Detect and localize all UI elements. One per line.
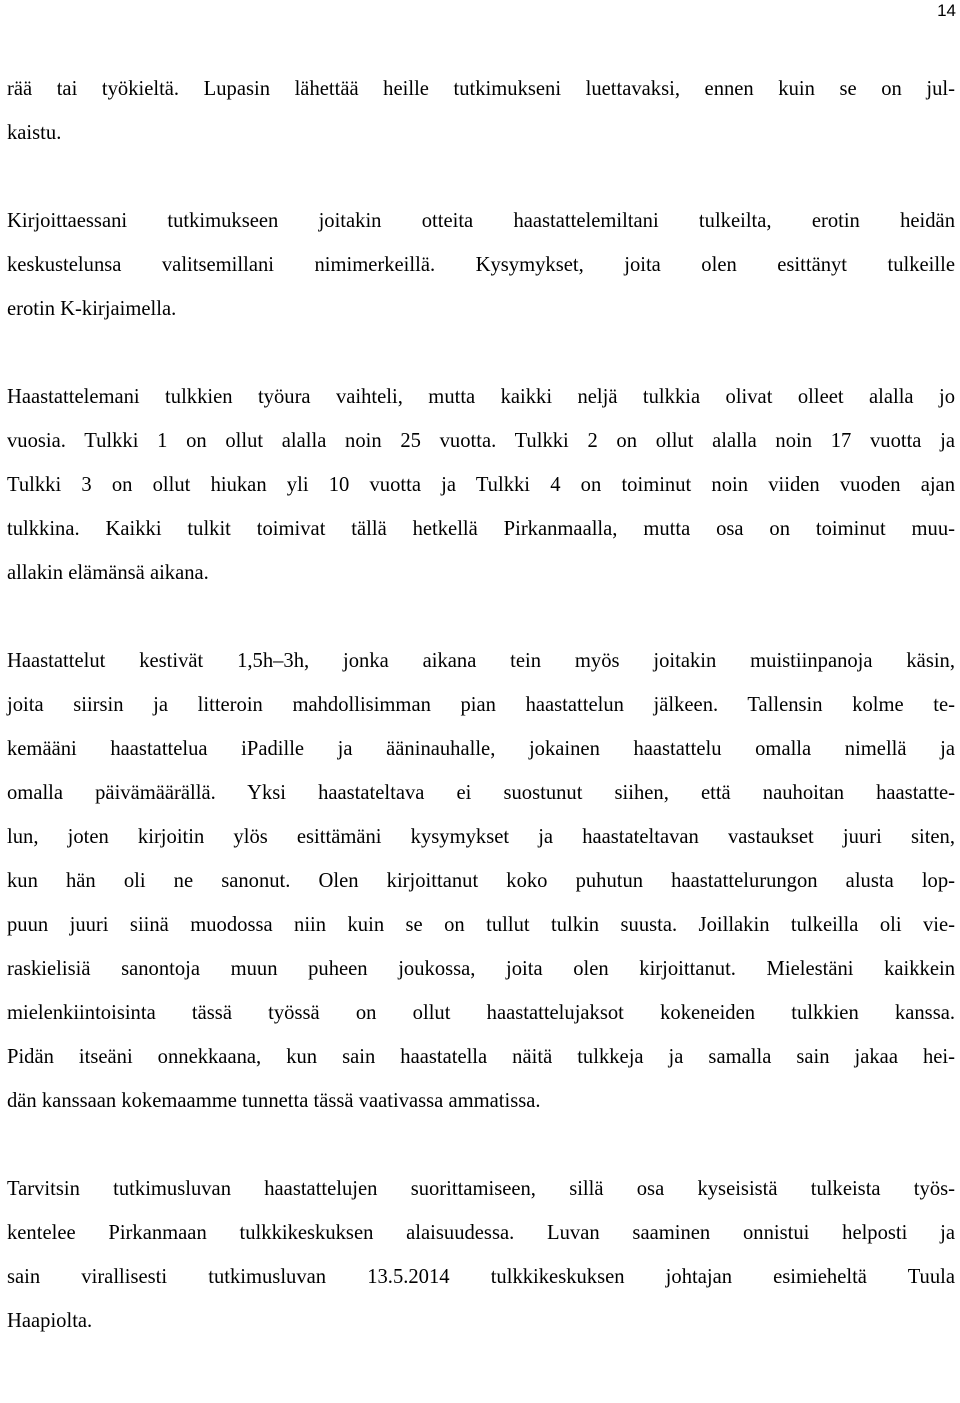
text-line: allakin elämänsä aikana. [7,562,209,584]
text-line: kaistu. [7,122,62,144]
paragraph-4 [7,639,955,1123]
text-line: rää tai työkieltä. Lupasin lähettää heille tutkimukseni luettavaksi, ennen kuin se on jul- [7,78,955,100]
body-text [7,67,955,1343]
text-line: Haastattelemani tulkkien työura vaihteli, mutta kaikki neljä tulkkia olivat olleet alalla jo [7,386,955,408]
text-line: Pidän itseäni onnekkaana, kun sain haastatella näitä tulkkeja ja samalla sain jakaa hei- [7,1046,955,1068]
text-line: dän kanssaan kokemaamme tunnetta tässä vaativassa ammatissa. [7,1090,541,1112]
text-line: mielenkiintoisinta tässä työssä on ollut haastattelujaksot kokeneiden tulkkien kanssa. [7,1002,955,1024]
text-line: Haastattelut kestivät 1,5h–3h, jonka aikana tein myös joitakin muistiinpanoja käsin, [7,650,955,672]
text-line: sain virallisesti tutkimusluvan 13.5.2014 tulkkikeskuksen johtajan esimieheltä Tuula [7,1266,955,1288]
text-line: omalla päivämäärällä. Yksi haastateltava ei suostunut siihen, että nauhoitan haastatte- [7,782,955,804]
paragraph-3 [7,375,955,595]
text-line: lun, joten kirjoitin ylös esittämäni kysymykset ja haastateltavan vastaukset juuri siten, [7,826,955,848]
page-number: 14 [937,1,956,20]
text-line: Tarvitsin tutkimusluvan haastattelujen suorittamiseen, sillä osa kyseisistä tulkeista työs- [7,1178,955,1200]
text-line: joita siirsin ja litteroin mahdollisimman pian haastattelun jälkeen. Tallensin kolme te- [7,694,955,716]
text-line: kentelee Pirkanmaan tulkkikeskuksen alaisuudessa. Luvan saaminen onnistui helposti ja [7,1222,955,1244]
text-line: Haapiolta. [7,1310,93,1332]
paragraph-5 [7,1167,955,1343]
text-line: kun hän oli ne sanonut. Olen kirjoittanut koko puhutun haastattelurungon alusta lop- [7,870,955,892]
text-line: raskielisiä sanontoja muun puheen joukossa, joita olen kirjoittanut. Mielestäni kaikkein [7,958,955,980]
text-line: puun juuri siinä muodossa niin kuin se on tullut tulkin suusta. Joillakin tulkeilla oli vie- [7,914,955,936]
text-line: tulkkina. Kaikki tulkit toimivat tällä hetkellä Pirkanmaalla, mutta osa on toiminut muu- [7,518,955,540]
text-line: Kirjoittaessani tutkimukseen joitakin otteita haastattelemiltani tulkeilta, erotin heidän [7,210,955,232]
paragraph-2 [7,199,955,331]
text-line: vuosia. Tulkki 1 on ollut alalla noin 25 vuotta. Tulkki 2 on ollut alalla noin 17 vuotta ja [7,430,955,452]
text-line: erotin K-kirjaimella. [7,298,177,320]
text-line: keskustelunsa valitsemillani nimimerkeillä. Kysymykset, joita olen esittänyt tulkeille [7,254,955,276]
paragraph-1 [7,67,955,155]
text-line: Tulkki 3 on ollut hiukan yli 10 vuotta ja Tulkki 4 on toiminut noin viiden vuoden ajan [7,474,955,496]
text-line: kemääni haastattelua iPadille ja ääninauhalle, jokainen haastattelu omalla nimellä ja [7,738,955,760]
